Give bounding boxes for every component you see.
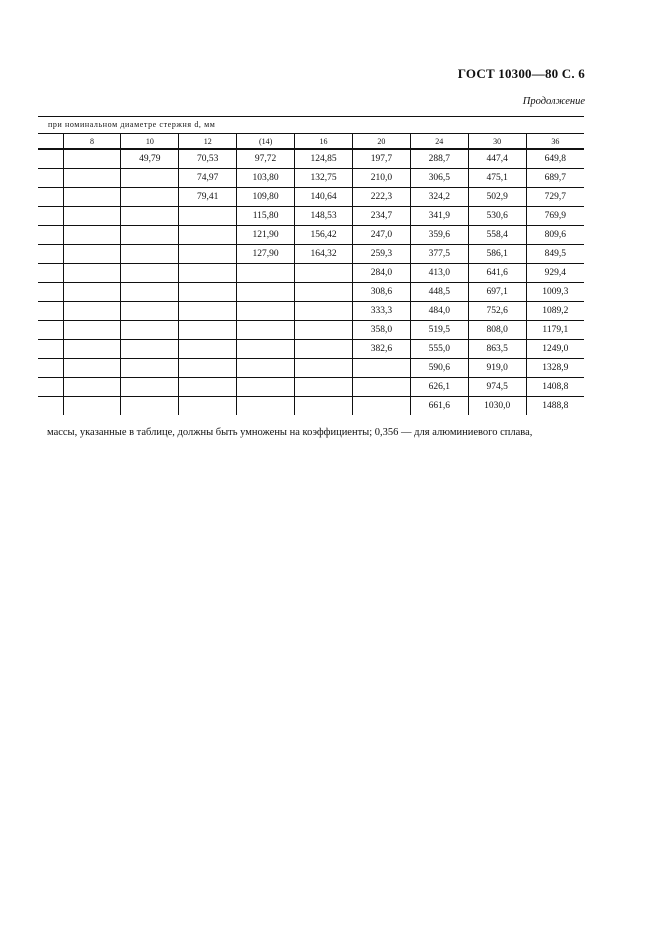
table-cell: 530,6 [468,207,526,226]
table-header-row [38,134,584,150]
table-cell: 197,7 [352,149,410,169]
table-cell [295,321,353,340]
table-row [38,226,584,245]
table-cell: 324,2 [410,188,468,207]
table-cell: 929,4 [526,264,584,283]
table-cell [352,378,410,397]
table-cell: 752,6 [468,302,526,321]
row-stub-cell [38,378,63,397]
table-body [38,149,584,415]
table-cell: 863,5 [468,340,526,359]
table-cell: 661,6 [410,397,468,416]
table-row [38,245,584,264]
row-stub-cell [38,397,63,416]
table-cell: 103,80 [237,169,295,188]
table-cell [237,302,295,321]
table-cell [121,340,179,359]
table-cell [121,359,179,378]
table-cell [295,397,353,416]
table-cell [237,359,295,378]
table-row [38,359,584,378]
table-cell: 247,0 [352,226,410,245]
table-cell [121,188,179,207]
table-cell [121,169,179,188]
row-stub-cell [38,321,63,340]
table-cell [237,321,295,340]
table-cell [121,264,179,283]
table-cell: 1328,9 [526,359,584,378]
table-cell: 259,3 [352,245,410,264]
column-header: 8 [63,134,121,150]
table-cell [63,302,121,321]
table-cell: 341,9 [410,207,468,226]
footnote-text: массы, указанные в таблице, должны быть умножены на коэффициенты; 0,356 — для алюминиевого сплава, [47,427,533,438]
header-cell-empty [38,134,63,150]
table-row [38,169,584,188]
table-cell [237,340,295,359]
table-row [38,207,584,226]
table-cell [179,340,237,359]
table-cell: 649,8 [526,149,584,169]
row-stub-cell [38,245,63,264]
table-cell [179,359,237,378]
column-header: 10 [121,134,179,150]
table-cell [121,302,179,321]
table-cell: 502,9 [468,188,526,207]
table-cell: 121,90 [237,226,295,245]
table-cell [237,397,295,416]
table-cell: 586,1 [468,245,526,264]
table-cell [237,264,295,283]
table-cell [63,207,121,226]
table-cell [179,302,237,321]
table-cell: 1249,0 [526,340,584,359]
table-cell: 1179,1 [526,321,584,340]
table-cell: 140,64 [295,188,353,207]
row-stub-cell [38,169,63,188]
table-cell [63,397,121,416]
table-cell: 124,85 [295,149,353,169]
table-cell [63,321,121,340]
table-cell: 697,1 [468,283,526,302]
table-cell [179,283,237,302]
table-cell [63,245,121,264]
table-cell: 1408,8 [526,378,584,397]
table-cell: 288,7 [410,149,468,169]
table-cell [121,321,179,340]
mass-table-block [38,116,584,415]
table-cell [63,149,121,169]
table-cell [63,378,121,397]
table-cell: 729,7 [526,188,584,207]
table-cell: 519,5 [410,321,468,340]
table-cell [63,169,121,188]
table-cell: 769,9 [526,207,584,226]
column-header: 12 [179,134,237,150]
table-cell [295,302,353,321]
table-row [38,149,584,169]
table-cell: 97,72 [237,149,295,169]
column-header: (14) [237,134,295,150]
table-cell [179,226,237,245]
table-cell: 1089,2 [526,302,584,321]
table-cell [295,359,353,378]
table-cell: 382,6 [352,340,410,359]
table-cell [63,226,121,245]
table-cell: 308,6 [352,283,410,302]
table-cell: 210,0 [352,169,410,188]
table-row [38,340,584,359]
table-cell [179,397,237,416]
table-cell: 447,4 [468,149,526,169]
table-cell: 448,5 [410,283,468,302]
column-header: 20 [352,134,410,150]
column-header: 36 [526,134,584,150]
table-cell: 475,1 [468,169,526,188]
table-cell [63,264,121,283]
table-cell: 79,41 [179,188,237,207]
table-cell: 333,3 [352,302,410,321]
table-cell: 689,7 [526,169,584,188]
row-stub-cell [38,302,63,321]
table-cell: 49,79 [121,149,179,169]
table-cell: 555,0 [410,340,468,359]
table-cell: 641,6 [468,264,526,283]
table-cell: 74,97 [179,169,237,188]
table-cell: 284,0 [352,264,410,283]
table-cell: 70,53 [179,149,237,169]
row-stub-cell [38,283,63,302]
table-cell [295,378,353,397]
mass-table [38,133,584,415]
table-cell [352,397,410,416]
table-cell [121,207,179,226]
table-cell: 234,7 [352,207,410,226]
row-stub-cell [38,188,63,207]
table-row [38,321,584,340]
table-row [38,302,584,321]
row-stub-cell [38,359,63,378]
table-cell [179,264,237,283]
row-stub-cell [38,149,63,169]
continued-label: Продолжение [522,96,585,107]
table-cell [179,245,237,264]
table-cell: 132,75 [295,169,353,188]
table-cell: 626,1 [410,378,468,397]
table-cell: 413,0 [410,264,468,283]
table-cell [295,283,353,302]
table-cell: 1009,3 [526,283,584,302]
table-cell [179,378,237,397]
row-stub-cell [38,207,63,226]
table-cell [63,340,121,359]
table-caption: при номинальном диаметре стержня d, мм [48,120,216,129]
table-cell [237,283,295,302]
table-cell [179,207,237,226]
table-cell: 156,42 [295,226,353,245]
table-cell: 808,0 [468,321,526,340]
row-stub-cell [38,340,63,359]
table-cell: 849,5 [526,245,584,264]
table-cell [237,378,295,397]
table-cell [121,397,179,416]
table-cell: 558,4 [468,226,526,245]
table-row [38,188,584,207]
table-cell: 974,5 [468,378,526,397]
table-cell [63,283,121,302]
table-cell: 358,0 [352,321,410,340]
row-stub-cell [38,264,63,283]
table-cell [63,188,121,207]
column-header: 30 [468,134,526,150]
column-header: 24 [410,134,468,150]
table-cell: 919,0 [468,359,526,378]
column-header: 16 [295,134,353,150]
table-cell: 164,32 [295,245,353,264]
table-cell [295,264,353,283]
table-cell [121,226,179,245]
table-cell: 359,6 [410,226,468,245]
table-cell: 809,6 [526,226,584,245]
table-cell [121,283,179,302]
table-cell [63,359,121,378]
table-cell: 127,90 [237,245,295,264]
table-cell: 306,5 [410,169,468,188]
row-stub-cell [38,226,63,245]
table-cell: 222,3 [352,188,410,207]
table-cell [352,359,410,378]
table-cell: 109,80 [237,188,295,207]
table-row [38,378,584,397]
table-cell [295,340,353,359]
table-cell: 1488,8 [526,397,584,416]
table-cell: 1030,0 [468,397,526,416]
page-header: ГОСТ 10300—80 С. 6 [457,66,585,81]
table-cell [179,321,237,340]
table-cell: 590,6 [410,359,468,378]
table-row [38,283,584,302]
table-cell: 115,80 [237,207,295,226]
table-cell: 377,5 [410,245,468,264]
table-cell [121,245,179,264]
table-cell: 148,53 [295,207,353,226]
table-cell [121,378,179,397]
table-row [38,397,584,416]
table-row [38,264,584,283]
table-cell: 484,0 [410,302,468,321]
